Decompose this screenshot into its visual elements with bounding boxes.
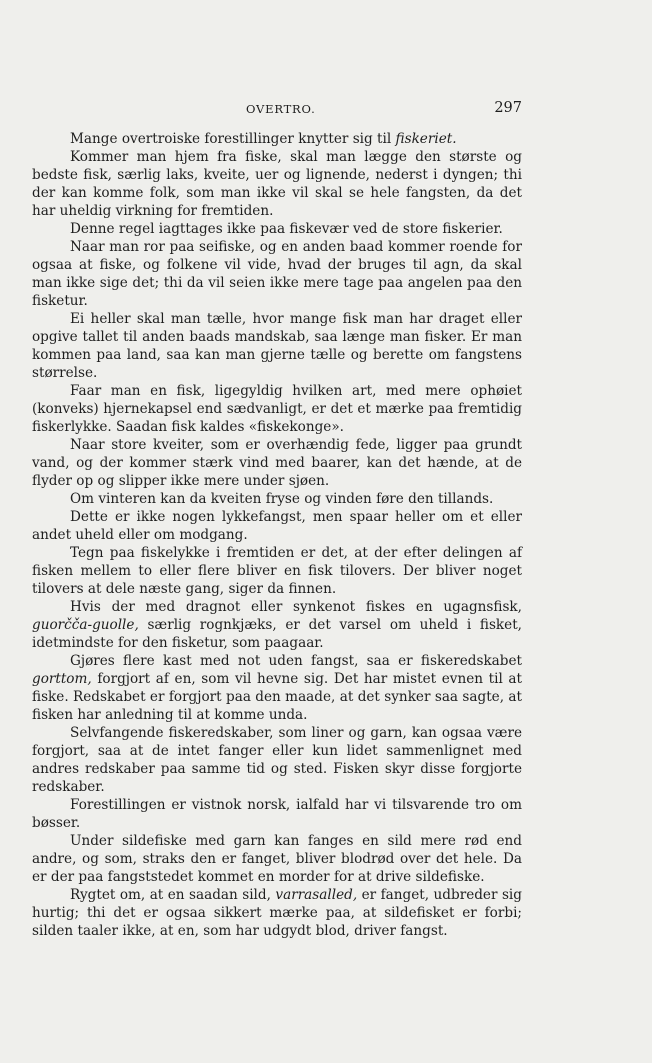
text-segment: Gjøres flere kast med not uden fangst, saa er fiskeredskabet [70,653,522,669]
italic-term: fiskeriet. [395,131,457,147]
text-segment: Denne regel iagttages ikke paa fiskevær ved de store fiskerier. [70,221,503,237]
body-text [32,130,522,940]
paragraph [32,796,522,832]
paragraph [32,652,522,724]
text-segment: forgjort af en, som vil hevne sig. Det har mistet evnen til at fiske. Redskabet er forgjort paa den maade, at det synker saa sagte, at fisken har anledning til at komme unda. [32,671,522,723]
text-segment: Faar man en fisk, ligegyldig hvilken art, med mere ophøiet (konveks) hjernekapsel end sædvanligt, er det et mærke paa fremtidig fiskerlykke. Saadan fisk kaldes «fiskekonge». [32,383,522,435]
italic-term: guorčča-guolle, [32,617,139,633]
paragraph [32,886,522,940]
italic-term: gorttom, [32,671,92,687]
paragraph [32,382,522,436]
text-segment: Forestillingen er vistnok norsk, ialfald har vi tilsvarende tro om bøsser. [32,797,522,831]
text-segment: er fanget, udbreder sig hurtig; thi det er ogsaa sikkert mærke paa, at sildefisket er forbi; silden taaler ikke, at en, som har udgydt blod, driver fangst. [32,887,522,939]
text-segment: Mange overtroiske forestillinger knytter sig til [70,131,396,147]
paragraph [32,832,522,886]
paragraph [32,508,522,544]
paragraph [32,544,522,598]
text-segment: særlig rognkjæks, er det varsel om uheld i fisket, idetmindste for den fisketur, som paagaar. [32,617,522,651]
paragraph [32,238,522,310]
paragraph [32,598,522,652]
text-segment: Kommer man hjem fra fiske, skal man lægge den største og bedste fisk, særlig laks, kveite, uer og lignende, nederst i dyngen; thi der kan komme folk, som man ikke vil skal se hele fangsten, da det har uheldig virkning for fremtiden. [32,149,522,219]
text-segment: Naar store kveiter, som er overhændig fede, ligger paa grundt vand, og der kommer stærk vind med baarer, kan det hænde, at de flyder op og slipper ikke mere under sjøen. [32,437,522,489]
text-segment: Under sildefiske med garn kan fanges en sild mere rød end andre, og som, straks den er fanget, bliver blodrød over det hele. Da er der paa fangststedet kommet en morder for at drive sildefiske. [32,833,522,885]
text-segment: Selvfangende fiskeredskaber, som liner og garn, kan ogsaa være forgjort, saa at de intet fanger eller kun lidet sammenlignet med andres redskaber paa samme tid og sted. Fisken skyr disse forgjorte redskaber. [32,725,522,795]
paragraph [32,148,522,220]
text-segment: Rygtet om, at en saadan sild, [70,887,276,903]
text-segment: Hvis der med dragnot eller synkenot fiskes en ugagnsfisk, [70,599,522,615]
running-head [32,100,522,120]
text-segment: Naar man ror paa seifiske, og en anden baad kommer roende for ogsaa at fiske, og folkene vil vide, hvad der bruges til agn, da skal man ikke sige det; thi da vil seien ikke mere tage paa angelen paa den fisketur. [32,239,522,309]
paragraph [32,310,522,382]
text-segment: Tegn paa fiskelykke i fremtiden er det, at der efter delingen af fisken mellem to eller flere bliver en fisk tilovers. Der bliver noget tilovers at dele næste gang, siger da finnen. [32,545,522,597]
text-segment: Ei heller skal man tælle, hvor mange fisk man har draget eller opgive tallet til anden baads mandskab, saa længe man fisker. Er man kommen paa land, saa kan man gjerne tælle og berette om fangstens størrelse. [32,311,522,381]
italic-term: varrasalled, [275,887,358,903]
page-number: 297 [494,100,522,116]
running-title: OVERTRO. [246,102,316,116]
paragraph [32,436,522,490]
text-segment: Om vinteren kan da kveiten fryse og vinden føre den tillands. [70,491,494,507]
paragraph [32,724,522,796]
paragraph [32,220,522,238]
paragraph [32,490,522,508]
text-segment: Dette er ikke nogen lykkefangst, men spaar heller om et eller andet uheld eller om modgang. [32,509,522,543]
paragraph [32,130,522,148]
